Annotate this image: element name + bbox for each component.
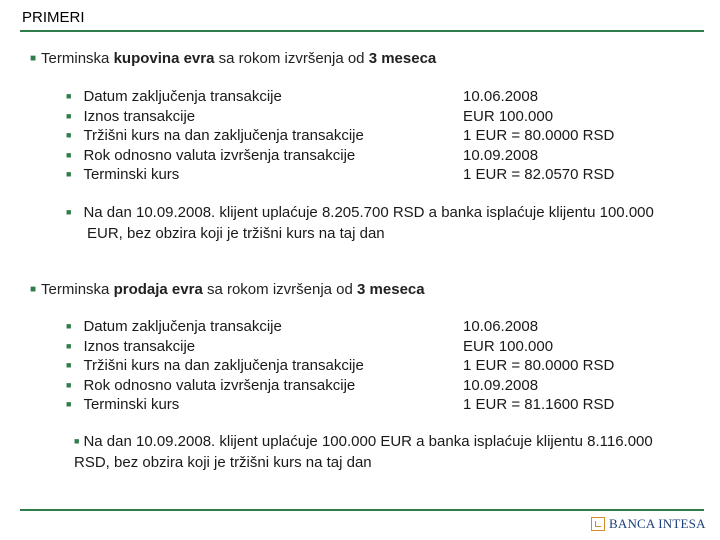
list-item <box>66 166 666 186</box>
row-label: Terminski kurs <box>83 166 180 183</box>
row-value: 10.09.2008 <box>463 146 539 164</box>
note-line: Na dan 10.09.2008. klijent uplaćuje 100.000 EUR a banka isplaćuje klijentu 8.116.000 <box>83 433 653 450</box>
bullet-icon: ■ <box>66 91 72 101</box>
row-value: EUR 100.000 <box>463 107 554 125</box>
bank-logo <box>591 516 706 532</box>
row-value: 1 EUR = 82.0570 RSD <box>463 166 615 183</box>
logo-text: BANCA INTESA <box>609 516 706 531</box>
heading-bold-period: 3 meseca <box>357 281 425 298</box>
note-line: EUR, bez obzira koji je tržišni kurs na taj dan <box>87 225 385 242</box>
slide-title: PRIMERI <box>22 9 85 26</box>
row-label: Datum zaključenja transakcije <box>83 318 282 335</box>
bullet-icon: ■ <box>66 360 72 370</box>
heading-text: sa rokom izvršenja od <box>214 50 369 67</box>
section-heading-sale <box>30 281 425 298</box>
row-label: Iznos transakcije <box>83 337 196 355</box>
row-label: Rok odnosno valuta izvršenja transakcije <box>83 376 356 394</box>
row-label: Datum zaključenja transakcije <box>83 88 282 105</box>
row-value: 10.09.2008 <box>463 376 539 394</box>
row-value: 1 EUR = 80.0000 RSD <box>463 357 615 374</box>
note-line: Na dan 10.09.2008. klijent uplaćuje 8.205.700 RSD a banka isplaćuje klijentu 100.000 <box>83 204 654 221</box>
heading-text: Terminska <box>41 281 114 298</box>
row-label: Tržišni kurs na dan zaključenja transakcije <box>83 357 364 374</box>
heading-text: Terminska <box>41 50 114 67</box>
row-label: Rok odnosno valuta izvršenja transakcije <box>83 146 356 164</box>
list-item <box>66 127 666 147</box>
bottom-rule <box>20 509 704 511</box>
bullet-icon: ■ <box>66 379 72 390</box>
section-heading-purchase <box>30 50 436 67</box>
sale-details-list <box>66 318 666 416</box>
list-item <box>66 377 666 397</box>
logo-mark-icon <box>591 517 605 531</box>
row-value: 10.06.2008 <box>463 318 539 335</box>
title-rule <box>20 30 704 32</box>
purchase-note <box>66 203 654 244</box>
list-item <box>66 147 666 167</box>
bullet-icon: ■ <box>30 53 37 64</box>
list-item <box>66 318 666 338</box>
row-label: Terminski kurs <box>83 396 180 413</box>
bullet-icon: ■ <box>66 149 72 160</box>
row-value: 1 EUR = 80.0000 RSD <box>463 127 615 144</box>
sale-note <box>74 432 653 473</box>
bullet-icon: ■ <box>66 399 72 409</box>
heading-bold-term: prodaja evra <box>113 281 203 298</box>
heading-bold-period: 3 meseca <box>368 50 437 67</box>
list-item <box>66 396 666 416</box>
bullet-icon: ■ <box>66 340 72 351</box>
bullet-icon: ■ <box>66 321 72 331</box>
note-line: RSD, bez obzira koji je tržišni kurs na taj dan <box>74 454 372 471</box>
bullet-icon: ■ <box>66 207 72 217</box>
bullet-icon: ■ <box>66 130 72 140</box>
bullet-icon: ■ <box>66 110 72 121</box>
bullet-icon: ■ <box>66 169 72 179</box>
list-item <box>66 88 666 108</box>
heading-bold-term: kupovina evra <box>113 50 215 67</box>
row-label: Iznos transakcije <box>83 107 196 125</box>
row-value: EUR 100.000 <box>463 337 554 355</box>
row-label: Tržišni kurs na dan zaključenja transakcije <box>83 127 364 144</box>
list-item <box>66 338 666 358</box>
row-value: 1 EUR = 81.1600 RSD <box>463 396 615 413</box>
row-value: 10.06.2008 <box>463 88 539 105</box>
list-item <box>66 108 666 128</box>
bullet-icon: ■ <box>74 436 80 446</box>
purchase-details-list <box>66 88 666 186</box>
bullet-icon: ■ <box>30 284 37 295</box>
list-item <box>66 357 666 377</box>
heading-text: sa rokom izvršenja od <box>202 281 358 298</box>
